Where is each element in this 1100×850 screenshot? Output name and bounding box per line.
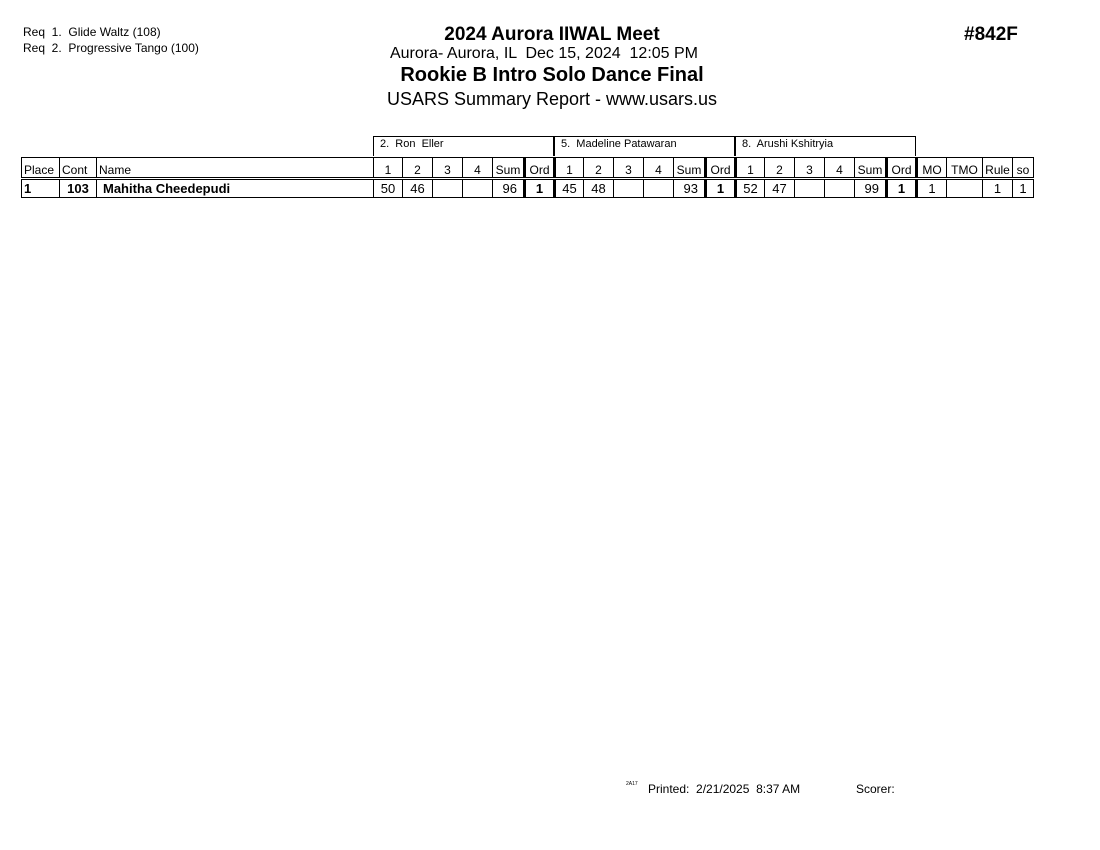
cell-j2-sum: 93 — [674, 179, 706, 198]
cell-place: 1 — [22, 179, 60, 198]
meet-location-date: Aurora- Aurora, IL Dec 15, 2024 12:05 PM — [389, 45, 699, 62]
table-header-row — [22, 158, 1034, 179]
requirement-2: Req 2. Progressive Tango (100) — [23, 41, 199, 55]
col-j1-score-1: 1 — [374, 158, 403, 179]
cell-cont: 103 — [60, 179, 97, 198]
cell-j3-score-2: 47 — [765, 179, 795, 198]
col-j2-sum: Sum — [674, 158, 706, 179]
cell-j3-score-4 — [825, 179, 855, 198]
col-j3-score-2: 2 — [765, 158, 795, 179]
col-j2-ord: Ord — [706, 158, 736, 179]
printed-timestamp: Printed: 2/21/2025 8:37 AM — [648, 782, 801, 796]
col-tmo: TMO — [947, 158, 983, 179]
cell-j2-ord: 1 — [706, 179, 736, 198]
cell-j3-ord: 1 — [887, 179, 917, 198]
col-j3-ord: Ord — [887, 158, 917, 179]
col-j3-score-4: 4 — [825, 158, 855, 179]
col-place: Place — [22, 158, 60, 179]
scorer-label: Scorer: — [856, 782, 895, 796]
meet-title: 2024 Aurora IIWAL Meet — [444, 24, 660, 45]
col-j1-score-4: 4 — [463, 158, 493, 179]
judge-header-2: 5. Madeline Patawaran — [554, 136, 735, 156]
col-j1-sum: Sum — [493, 158, 525, 179]
cell-mo: 1 — [917, 179, 947, 198]
col-j2-score-2: 2 — [584, 158, 614, 179]
col-j1-score-3: 3 — [433, 158, 463, 179]
cell-j1-score-3 — [433, 179, 463, 198]
cell-j2-score-2: 48 — [584, 179, 614, 198]
cell-j3-score-1: 52 — [736, 179, 765, 198]
col-mo: MO — [917, 158, 947, 179]
col-j1-ord: Ord — [525, 158, 555, 179]
table-row — [22, 179, 1034, 198]
cell-j1-score-1: 50 — [374, 179, 403, 198]
col-j2-score-3: 3 — [614, 158, 644, 179]
col-rule: Rule — [983, 158, 1013, 179]
col-j2-score-4: 4 — [644, 158, 674, 179]
cell-j1-score-2: 46 — [403, 179, 433, 198]
cell-j2-score-4 — [644, 179, 674, 198]
col-cont: Cont — [60, 158, 97, 179]
cell-j3-score-3 — [795, 179, 825, 198]
cell-j1-sum: 96 — [493, 179, 525, 198]
col-j3-score-1: 1 — [736, 158, 765, 179]
event-title: Rookie B Intro Solo Dance Final — [400, 64, 704, 86]
col-j3-sum: Sum — [855, 158, 887, 179]
cell-so: 1 — [1013, 179, 1034, 198]
footer-code: 2A17 — [626, 781, 638, 787]
cell-j1-ord: 1 — [525, 179, 555, 198]
results-table — [21, 157, 1034, 198]
event-number: #842F — [964, 24, 1018, 45]
col-j1-score-2: 2 — [403, 158, 433, 179]
judge-header-1: 2. Ron Eller — [373, 136, 554, 156]
requirement-1: Req 1. Glide Waltz (108) — [23, 25, 161, 39]
cell-rule: 1 — [983, 179, 1013, 198]
judge-header-3: 8. Arushi Kshitryia — [735, 136, 916, 156]
col-j3-score-3: 3 — [795, 158, 825, 179]
col-j2-score-1: 1 — [555, 158, 584, 179]
col-so: so — [1013, 158, 1034, 179]
cell-tmo — [947, 179, 983, 198]
cell-j2-score-1: 45 — [555, 179, 584, 198]
col-name: Name — [97, 158, 374, 179]
report-title: USARS Summary Report - www.usars.us — [386, 89, 718, 109]
cell-j1-score-4 — [463, 179, 493, 198]
cell-j2-score-3 — [614, 179, 644, 198]
cell-name: Mahitha Cheedepudi — [97, 179, 374, 198]
cell-j3-sum: 99 — [855, 179, 887, 198]
